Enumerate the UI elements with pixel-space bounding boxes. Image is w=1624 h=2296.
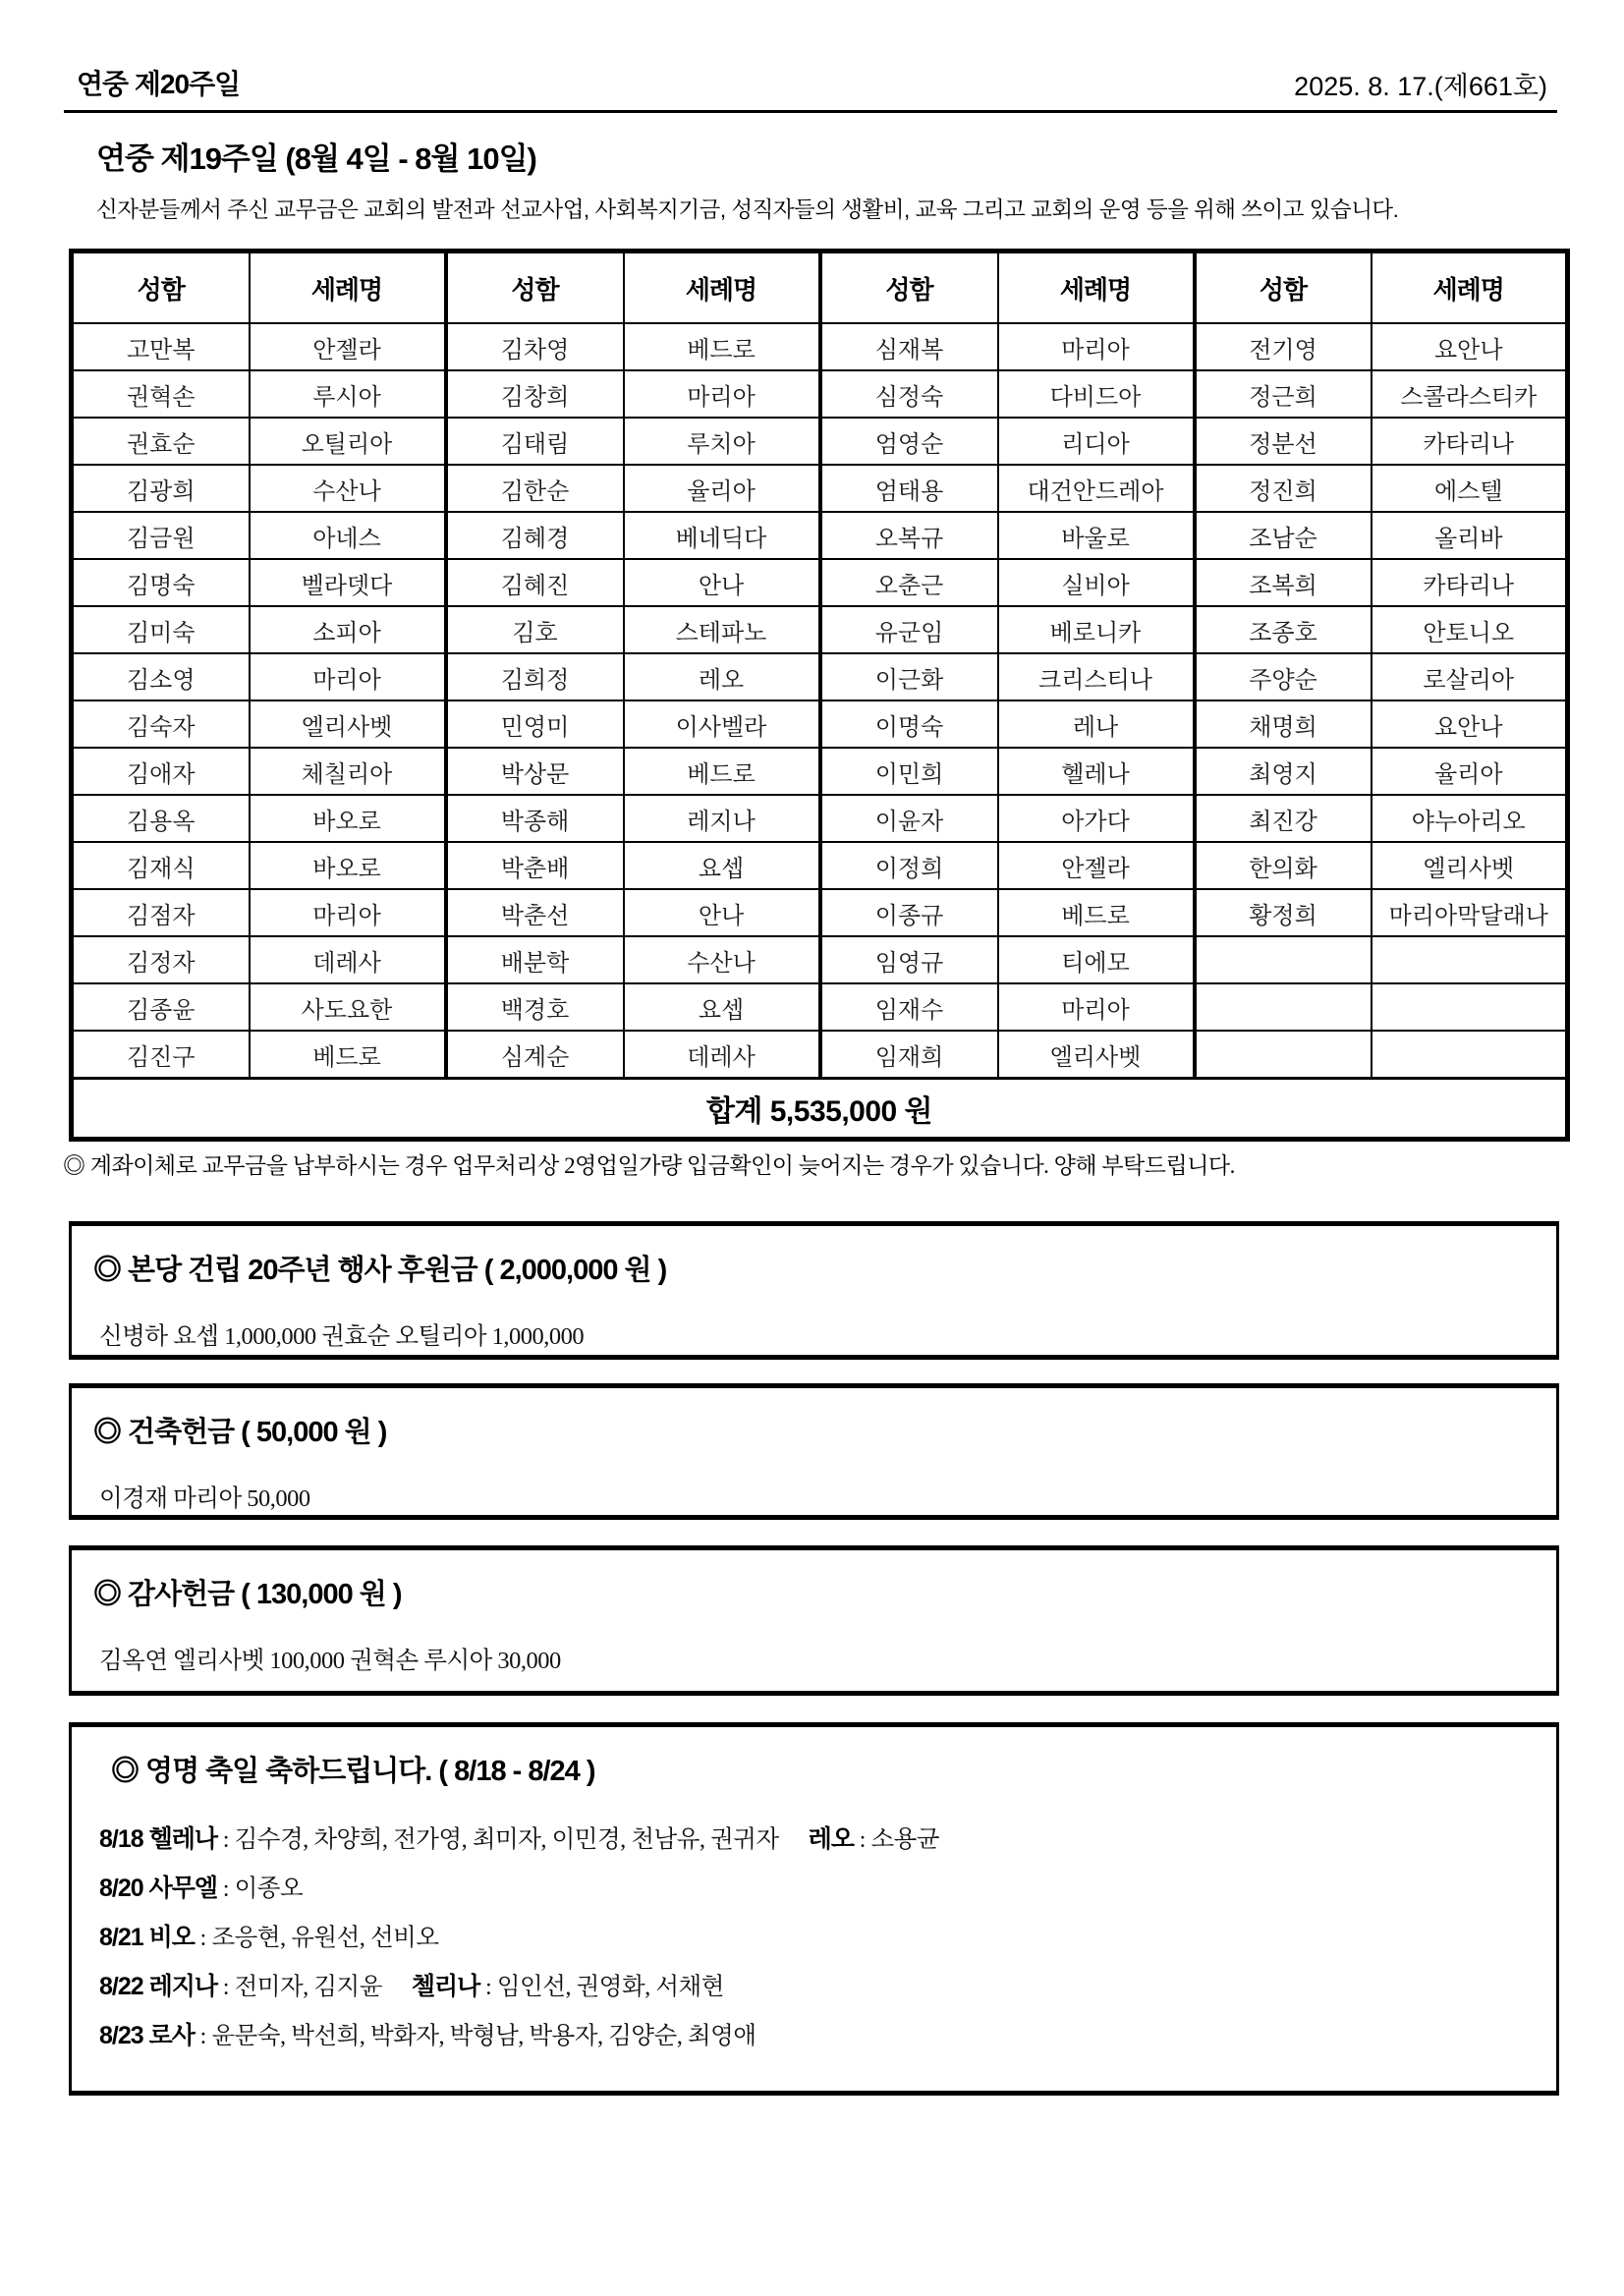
table-cell: 데레사 — [624, 1031, 820, 1079]
table-row — [72, 795, 1568, 842]
feast-date: 8/18 — [99, 1825, 149, 1853]
table-cell: 마리아 — [998, 983, 1195, 1031]
table-cell: 최진강 — [1195, 795, 1372, 842]
table-cell: 김숙자 — [72, 700, 250, 748]
saint-name: 사무엘 — [148, 1875, 218, 1902]
thanksgiving-box-title: ◎ 감사헌금 ( 130,000 원 ) — [93, 1579, 402, 1610]
table-cell: 스테파노 — [624, 606, 820, 653]
feast-box-title: ◎ 영명 축일 축하드립니다. ( 8/18 - 8/24 ) — [111, 1756, 595, 1787]
table-row — [72, 418, 1568, 465]
table-cell — [1372, 983, 1568, 1031]
anniversary-box-title: ◎ 본당 건립 20주년 행사 후원금 ( 2,000,000 원 ) — [93, 1255, 667, 1286]
feast-line — [99, 1962, 1556, 2011]
table-cell: 사도요한 — [250, 983, 446, 1031]
table-cell: 이윤자 — [820, 795, 998, 842]
table-cell: 김미숙 — [72, 606, 250, 653]
col-header-baptismal: 세례명 — [998, 252, 1195, 324]
table-cell: 김혜경 — [446, 512, 624, 559]
table-cell: 아네스 — [250, 512, 446, 559]
table-cell: 마리아 — [624, 370, 820, 418]
table-cell: 베드로 — [250, 1031, 446, 1079]
col-header-baptismal: 세례명 — [1372, 252, 1568, 324]
table-cell: 정진희 — [1195, 465, 1372, 512]
feast-date: 8/21 — [99, 1924, 149, 1951]
table-row — [72, 559, 1568, 606]
table-cell: 채명희 — [1195, 700, 1372, 748]
table-cell: 김애자 — [72, 748, 250, 795]
col-header-baptismal: 세례명 — [250, 252, 446, 324]
table-cell: 체칠리아 — [250, 748, 446, 795]
table-cell: 김재식 — [72, 842, 250, 889]
table-cell: 레나 — [998, 700, 1195, 748]
table-cell: 로살리아 — [1372, 653, 1568, 700]
table-cell: 티에모 — [998, 936, 1195, 983]
intro-text: 신자분들께서 주신 교무금은 교회의 발전과 선교사업, 사회복지기금, 성직자들의 생활비, 교육 그리고 교회의 운영 등을 위해 쓰이고 있습니다. — [96, 197, 1399, 222]
transfer-note: ◎ 계좌이체로 교무금을 납부하시는 경우 업무처리상 2영업일가량 입금확인이 늦어지는 경우가 있습니다. 양해 부탁드립니다. — [63, 1153, 1235, 1178]
table-cell: 크리스티나 — [998, 653, 1195, 700]
table-row — [72, 983, 1568, 1031]
table-cell: 마리아 — [250, 889, 446, 936]
thanksgiving-box-content: 김옥연 엘리사벳 100,000 권혁손 루시아 30,000 — [99, 1648, 561, 1674]
saint-name: 레오 — [808, 1825, 854, 1853]
table-cell: 루치아 — [624, 418, 820, 465]
col-header-baptismal: 세례명 — [624, 252, 820, 324]
table-cell: 수산나 — [624, 936, 820, 983]
offering-table-wrap — [69, 249, 1570, 1142]
table-cell: 벨라뎃다 — [250, 559, 446, 606]
feast-date: 8/20 — [99, 1875, 149, 1902]
table-cell: 바오로 — [250, 842, 446, 889]
col-header-name: 성함 — [72, 252, 250, 324]
feast-part: 레지나 : 전미자, 김지윤 — [148, 1973, 382, 2000]
table-cell: 안젤라 — [998, 842, 1195, 889]
table-cell: 임영규 — [820, 936, 998, 983]
table-cell: 리디아 — [998, 418, 1195, 465]
table-row — [72, 1031, 1568, 1079]
table-cell — [1195, 1031, 1372, 1079]
saint-name: 헬레나 — [148, 1825, 218, 1853]
table-cell: 베드로 — [998, 889, 1195, 936]
saint-name: 로사 — [148, 2022, 195, 2049]
table-row — [72, 370, 1568, 418]
table-row — [72, 465, 1568, 512]
table-cell: 민영미 — [446, 700, 624, 748]
table-cell: 베네딕다 — [624, 512, 820, 559]
building-fund-box — [69, 1383, 1559, 1520]
table-cell: 안나 — [624, 559, 820, 606]
feast-date: 8/23 — [99, 2022, 149, 2049]
table-cell: 베로니카 — [998, 606, 1195, 653]
table-cell: 헬레나 — [998, 748, 1195, 795]
table-cell: 김희정 — [446, 653, 624, 700]
table-cell — [1195, 983, 1372, 1031]
table-cell: 율리아 — [624, 465, 820, 512]
table-cell: 엘리사벳 — [998, 1031, 1195, 1079]
table-cell: 김광희 — [72, 465, 250, 512]
total-row — [72, 1079, 1568, 1140]
page-header-date: 2025. 8. 17.(제661호) — [1294, 72, 1547, 101]
table-cell: 정근희 — [1195, 370, 1372, 418]
table-row — [72, 842, 1568, 889]
table-header-row — [72, 252, 1568, 324]
table-row — [72, 936, 1568, 983]
table-cell: 레지나 — [624, 795, 820, 842]
table-cell: 김한순 — [446, 465, 624, 512]
table-cell: 백경호 — [446, 983, 624, 1031]
feast-part: 로사 : 윤문숙, 박선희, 박화자, 박형남, 박용자, 김양순, 최영애 — [148, 2022, 756, 2049]
table-cell: 올리바 — [1372, 512, 1568, 559]
table-cell: 전기영 — [1195, 323, 1372, 370]
table-cell: 마리아 — [250, 653, 446, 700]
table-cell: 요안나 — [1372, 323, 1568, 370]
feast-lines — [99, 1815, 1556, 2060]
section-title: 연중 제19주일 (8월 4일 - 8월 10일) — [96, 141, 536, 176]
col-header-name: 성함 — [446, 252, 624, 324]
feast-part: 비오 : 조응현, 유원선, 선비오 — [148, 1924, 439, 1951]
table-cell: 김용옥 — [72, 795, 250, 842]
table-cell: 실비아 — [998, 559, 1195, 606]
table-cell: 이사벨라 — [624, 700, 820, 748]
table-cell: 데레사 — [250, 936, 446, 983]
table-cell: 임재수 — [820, 983, 998, 1031]
table-cell: 김태림 — [446, 418, 624, 465]
table-cell: 권혁손 — [72, 370, 250, 418]
table-cell: 김창희 — [446, 370, 624, 418]
feast-line — [99, 1913, 1556, 1962]
table-cell: 배분학 — [446, 936, 624, 983]
table-cell: 엘리사벳 — [1372, 842, 1568, 889]
table-cell: 이근화 — [820, 653, 998, 700]
feast-line — [99, 2011, 1556, 2060]
table-cell: 이민희 — [820, 748, 998, 795]
table-cell: 바울로 — [998, 512, 1195, 559]
anniversary-box-content: 신병하 요셉 1,000,000 권효순 오틸리아 1,000,000 — [99, 1323, 585, 1350]
table-cell: 야누아리오 — [1372, 795, 1568, 842]
table-cell: 박상문 — [446, 748, 624, 795]
table-cell: 스콜라스티카 — [1372, 370, 1568, 418]
table-cell: 바오로 — [250, 795, 446, 842]
table-row — [72, 889, 1568, 936]
table-cell: 오틸리아 — [250, 418, 446, 465]
table-cell: 한의화 — [1195, 842, 1372, 889]
table-cell: 권효순 — [72, 418, 250, 465]
table-cell: 박춘선 — [446, 889, 624, 936]
building-box-title: ◎ 건축헌금 ( 50,000 원 ) — [93, 1417, 387, 1448]
feast-part: 레오 : 소용균 — [808, 1825, 939, 1853]
table-cell: 심계순 — [446, 1031, 624, 1079]
table-cell: 수산나 — [250, 465, 446, 512]
table-cell: 조남순 — [1195, 512, 1372, 559]
table-cell: 조종호 — [1195, 606, 1372, 653]
table-cell: 김금원 — [72, 512, 250, 559]
table-cell: 김소영 — [72, 653, 250, 700]
feast-part: 첼리나 : 임인선, 권영화, 서채현 — [411, 1973, 724, 2000]
table-cell: 고만복 — [72, 323, 250, 370]
table-cell: 오복규 — [820, 512, 998, 559]
col-header-name: 성함 — [1195, 252, 1372, 324]
table-row — [72, 653, 1568, 700]
feast-day-box — [69, 1722, 1559, 2096]
table-row — [72, 606, 1568, 653]
table-cell: 황정희 — [1195, 889, 1372, 936]
header-divider — [64, 110, 1557, 113]
table-cell: 엄영순 — [820, 418, 998, 465]
table-cell: 엄태용 — [820, 465, 998, 512]
feast-line — [99, 1815, 1556, 1864]
anniversary-donation-box — [69, 1221, 1559, 1360]
offering-table — [69, 249, 1570, 1142]
table-cell: 요셉 — [624, 842, 820, 889]
table-cell: 요안나 — [1372, 700, 1568, 748]
table-cell: 아가다 — [998, 795, 1195, 842]
table-cell: 주양순 — [1195, 653, 1372, 700]
total-amount: 합계 5,535,000 원 — [72, 1079, 1568, 1140]
thanksgiving-fund-box — [69, 1545, 1559, 1696]
table-cell: 김종윤 — [72, 983, 250, 1031]
saint-name: 첼리나 — [411, 1973, 480, 2000]
table-cell: 심정숙 — [820, 370, 998, 418]
table-cell: 안젤라 — [250, 323, 446, 370]
table-cell: 베드로 — [624, 323, 820, 370]
feast-part: 헬레나 : 김수경, 차양희, 전가영, 최미자, 이민경, 천남유, 권귀자 — [148, 1825, 779, 1853]
page-header-left: 연중 제20주일 — [77, 69, 241, 99]
table-cell: 율리아 — [1372, 748, 1568, 795]
table-cell: 조복희 — [1195, 559, 1372, 606]
table-cell: 김차영 — [446, 323, 624, 370]
table-cell: 엘리사벳 — [250, 700, 446, 748]
building-box-content: 이경재 마리아 50,000 — [99, 1485, 310, 1512]
table-cell: 임재희 — [820, 1031, 998, 1079]
col-header-name: 성함 — [820, 252, 998, 324]
table-cell — [1195, 936, 1372, 983]
table-cell: 마리아막달래나 — [1372, 889, 1568, 936]
table-cell: 이정희 — [820, 842, 998, 889]
table-cell: 김혜진 — [446, 559, 624, 606]
table-cell: 이종규 — [820, 889, 998, 936]
table-cell — [1372, 1031, 1568, 1079]
table-cell: 다비드아 — [998, 370, 1195, 418]
table-cell: 정분선 — [1195, 418, 1372, 465]
table-row — [72, 700, 1568, 748]
table-row — [72, 748, 1568, 795]
table-cell: 박춘배 — [446, 842, 624, 889]
table-cell: 유군임 — [820, 606, 998, 653]
table-row — [72, 512, 1568, 559]
table-cell: 안나 — [624, 889, 820, 936]
table-cell: 루시아 — [250, 370, 446, 418]
table-cell: 김호 — [446, 606, 624, 653]
table-cell: 이명숙 — [820, 700, 998, 748]
table-cell: 마리아 — [998, 323, 1195, 370]
table-cell: 카타리나 — [1372, 559, 1568, 606]
table-cell: 김명숙 — [72, 559, 250, 606]
table-cell: 김정자 — [72, 936, 250, 983]
table-cell: 김점자 — [72, 889, 250, 936]
table-cell: 베드로 — [624, 748, 820, 795]
table-cell: 대건안드레아 — [998, 465, 1195, 512]
table-cell: 심재복 — [820, 323, 998, 370]
offering-table-body — [72, 323, 1568, 1079]
saint-name: 레지나 — [148, 1973, 218, 2000]
table-cell: 오춘근 — [820, 559, 998, 606]
table-cell: 안토니오 — [1372, 606, 1568, 653]
table-cell: 최영지 — [1195, 748, 1372, 795]
feast-part: 사무엘 : 이종오 — [148, 1875, 304, 1902]
table-cell — [1372, 936, 1568, 983]
saint-name: 비오 — [148, 1924, 195, 1951]
table-cell: 레오 — [624, 653, 820, 700]
table-cell: 박종해 — [446, 795, 624, 842]
table-cell: 김진구 — [72, 1031, 250, 1079]
table-cell: 에스텔 — [1372, 465, 1568, 512]
feast-date: 8/22 — [99, 1973, 149, 2000]
table-row — [72, 323, 1568, 370]
table-cell: 소피아 — [250, 606, 446, 653]
table-cell: 요셉 — [624, 983, 820, 1031]
table-cell: 카타리나 — [1372, 418, 1568, 465]
feast-line — [99, 1864, 1556, 1913]
